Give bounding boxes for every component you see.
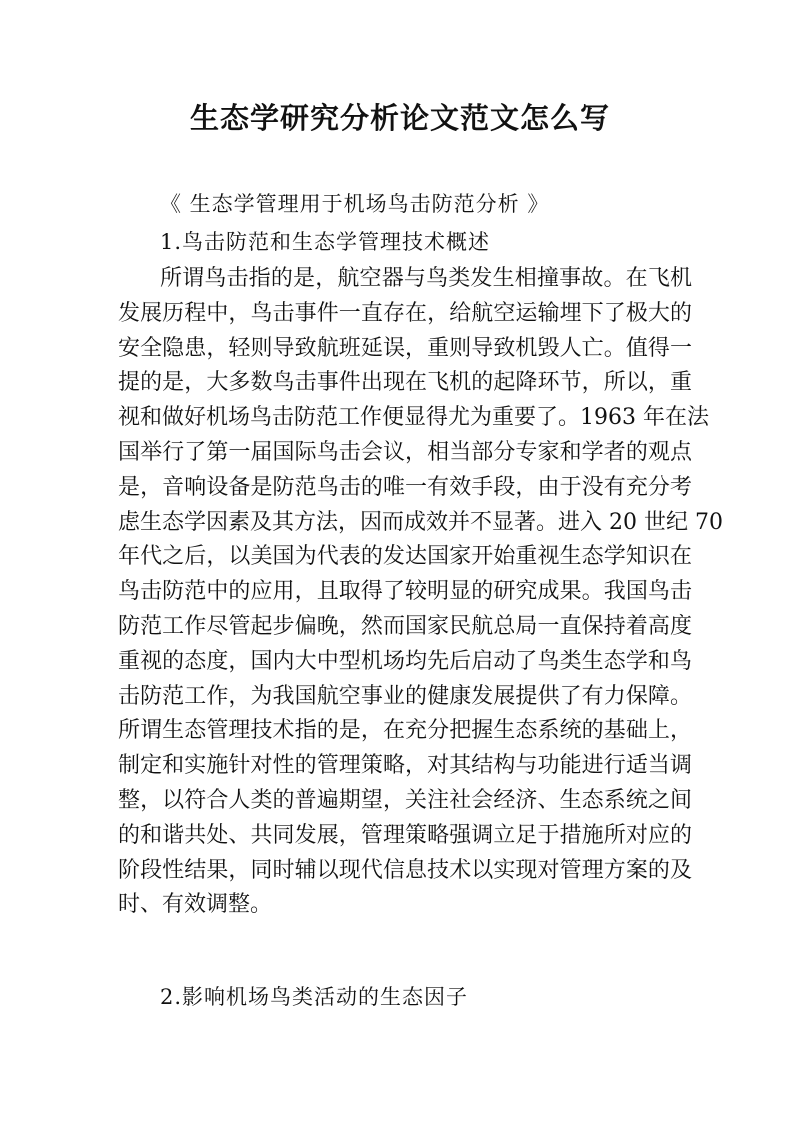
paragraph-line: 虑生态学因素及其方法，因而成效并不显著。进入 20 世纪 70 (118, 509, 723, 535)
paragraph-line: 视和做好机场鸟击防范工作便显得尤为重要了。1963 年在法 (118, 405, 709, 431)
paragraph-line: 提的是，大多数鸟击事件出现在飞机的起降环节，所以，重 (118, 370, 692, 396)
paragraph-line: 所谓生态管理技术指的是，在充分把握生态系统的基础上， (118, 718, 692, 744)
paragraph-line: 年代之后，以美国为代表的发达国家开始重视生态学知识在 (118, 544, 692, 570)
paragraph-line: 重视的态度，国内大中型机场均先后启动了鸟类生态学和鸟 (118, 648, 692, 674)
paragraph-line: 时、有效调整。 (118, 892, 273, 918)
paragraph-line: 所谓鸟击指的是，航空器与鸟类发生相撞事故。在飞机 (160, 266, 692, 291)
article-subtitle: 《 生态学管理用于机场鸟击防范分析 》 (160, 192, 550, 216)
paragraph-line: 的和谐共处、共同发展，管理策略强调立足于措施所对应的 (118, 822, 692, 848)
section-heading-1: 1.鸟击防范和生态学管理技术概述 (160, 230, 491, 254)
paragraph-line: 阶段性结果，同时辅以现代信息技术以实现对管理方案的及 (118, 857, 692, 883)
paragraph-line: 鸟击防范中的应用，且取得了较明显的研究成果。我国鸟击 (118, 579, 692, 605)
document-title: 生态学研究分析论文范文怎么写 (189, 101, 610, 135)
paragraph-line: 是，音响设备是防范鸟击的唯一有效手段，由于没有充分考 (118, 474, 692, 500)
body-paragraph (118, 262, 723, 923)
paragraph-line: 发展历程中，鸟击事件一直存在，给航空运输埋下了极大的 (118, 300, 692, 326)
paragraph-line: 整，以符合人类的普遍期望，关注社会经济、生态系统之间 (118, 787, 692, 813)
paragraph-line: 安全隐患，轻则导致航班延误，重则导致机毁人亡。值得一 (118, 335, 692, 361)
paragraph-line: 国举行了第一届国际鸟击会议，相当部分专家和学者的观点 (118, 439, 692, 465)
section-heading-2: 2.影响机场鸟类活动的生态因子 (160, 985, 469, 1009)
paragraph-line: 击防范工作，为我国航空事业的健康发展提供了有力保障。 (118, 683, 692, 709)
paragraph-line: 防范工作尽管起步偏晚，然而国家民航总局一直保持着高度 (118, 613, 692, 639)
paragraph-line: 制定和实施针对性的管理策略，对其结构与功能进行适当调 (118, 753, 692, 779)
